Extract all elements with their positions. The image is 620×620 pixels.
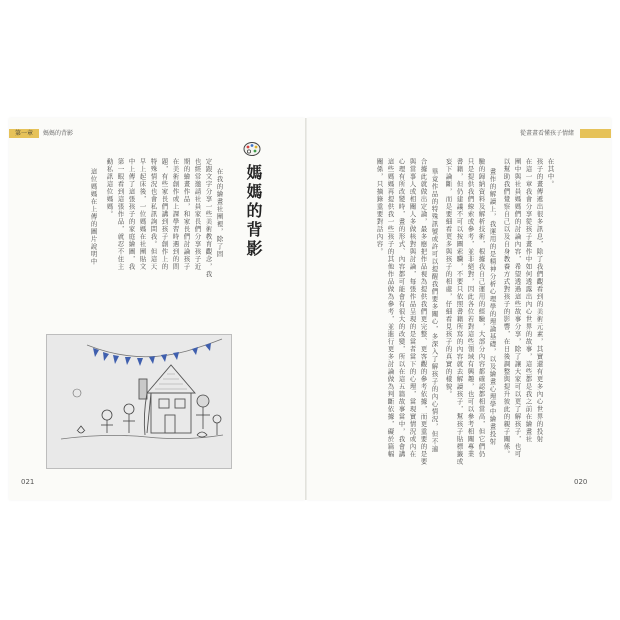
right-column-13: 與當事人或相關人多做核對與討論，每張作品呈現的是當者當下的心理，當現實情況或內在 — [408, 158, 417, 458]
right-column-2: 孩子的畫傳遞出很多訊息，除了我們觀看到的美術元素，其實還有更多內心世界的投射 — [535, 158, 544, 443]
left-column-4: 期的繪畫作品，和家長們討論孩子 — [182, 158, 191, 271]
right-running-header: 從畫畫看懂孩子情緒 — [520, 130, 575, 137]
right-column-9: 書籍，但仍建議不可以按圖索驥，不要只依照書籍所寫的內容就去解讀孩子，幫孩子貼標籤或 — [455, 158, 464, 466]
left-column-11: 動私訊這位媽媽。 — [105, 158, 114, 218]
left-running-header: 媽媽的背影 — [43, 130, 74, 137]
right-column-8: 只是提供我們線索或參考，並非絕對，因此各位若對這些領域有興趣，也可以參考相關專業 — [466, 158, 475, 458]
left-column-5: 在美術創作或上課學習時遇到的問 — [171, 158, 180, 271]
right-column-7: 驗的歸納資料及解析技術，根據我自己運用的經驗，大部分內容都確認都相當高，但它們仍 — [477, 158, 486, 458]
right-column-14: 心理有所改變時，畫的形式、內容都可能會有很大的改變，所以在這五篇故事當中，我會講 — [397, 158, 406, 458]
section-title: 媽媽的背影 — [244, 164, 263, 259]
right-column-4: 團中與社員媽媽們的討論內容，希望透過這些故事分享，除了讓大家可以更了解孩子，也可 — [513, 158, 522, 458]
right-column-16: 關係，只摘錄重要對話內容。 — [375, 158, 384, 256]
book-gutter — [305, 118, 307, 500]
left-page-number: 021 — [21, 478, 35, 486]
left-column-12: 這位媽媽在上傳的圖片說明中 — [89, 168, 98, 266]
left-column-3: 也經常邀請社員家長們分享孩子近 — [193, 158, 202, 271]
left-column-10: 第一眼看到這張作品，就忍不住主 — [116, 158, 125, 271]
right-column-15: 這些媽媽再提供我一些孩子的其他作品做為參考，並進行更多討論做為判斷依據，礙於篇幅 — [386, 158, 395, 458]
chapter-tab: 第一章 — [9, 129, 39, 138]
right-column-12: 合據此就做出定論，最多應把作品視為提供我們更完整、更客觀的參考依據，而更重要的是要 — [419, 158, 428, 466]
right-column-11: 畢竟作品的特殊訊號或許可以提醒我們要多關心，多深入了解孩子的內心情況，但不適 — [430, 168, 439, 453]
left-column-7: 特殊情況也會私訊詢問我。但這天 — [149, 158, 158, 271]
right-column-5: 以幫助我們覺察自己以及自身教養方式對孩子的影響，在日後調整與提升彼此的親子關係。 — [502, 158, 511, 458]
right-column-3: 在這一章我會分享從孩子畫作中如何透露出內心世界的故事，這些都是我之前在繪畫社 — [524, 158, 533, 443]
right-column-6: 畫作的解讀上，我運用的是精神分析心理學的理論基礎，以及繪畫心理學中繪畫投射 — [488, 168, 497, 446]
left-column-8: 早上起床後，一位媽媽在社團貼文 — [138, 158, 147, 271]
left-column-2: 定跟文字分享一些美術教育觀念，我 — [204, 158, 213, 278]
left-column-1: 在我的繪畫社團裡，除了固 — [215, 168, 224, 258]
right-header-tab — [580, 129, 611, 138]
right-column-10: 妄下論斷，而是要細看更多與孩子的相處，仔細看見孩子的真實的樣貌。 — [444, 158, 453, 398]
right-column-1: 在其中。 — [546, 158, 555, 188]
palette-icon — [243, 141, 261, 157]
left-column-9: 中上傳了這張孩子的家庭繪圖，我 — [127, 158, 136, 271]
left-column-6: 題，有些家長們講到孩子創作上的 — [160, 158, 169, 271]
child-family-drawing — [46, 334, 232, 469]
right-page-number: 020 — [574, 478, 588, 486]
